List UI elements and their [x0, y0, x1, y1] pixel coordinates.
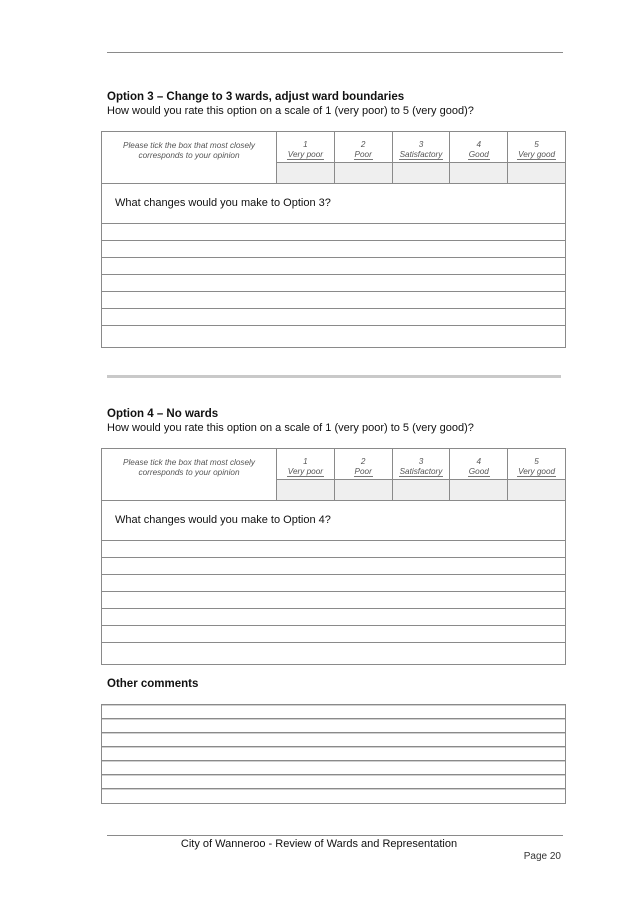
option3-tick-box-2[interactable]: [335, 162, 392, 183]
answer-line[interactable]: [102, 747, 565, 761]
section-divider: [107, 375, 561, 378]
option4-rating-5: 5 Very good: [507, 449, 565, 500]
option3-title: Option 3 – Change to 3 wards, adjust ward boundaries: [107, 91, 405, 103]
option4-rating-row: [102, 449, 565, 501]
rating-instruction: Please tick the box that most closely corresponds to your opinion: [123, 141, 255, 160]
page-number: Page 20: [523, 851, 561, 862]
answer-line[interactable]: [102, 705, 565, 719]
answer-line[interactable]: [102, 326, 565, 343]
option4-tick-box-1[interactable]: [277, 479, 334, 500]
option3-rating-4: 4 Good: [449, 132, 507, 183]
answer-line[interactable]: [102, 575, 565, 592]
option4-rating-2: 2 Poor: [334, 449, 392, 500]
option3-rating-2: 2 Poor: [334, 132, 392, 183]
option4-form: [101, 448, 566, 665]
answer-line[interactable]: [102, 733, 565, 747]
answer-line[interactable]: [102, 719, 565, 733]
option3-rating-3: 3 Satisfactory: [392, 132, 450, 183]
option4-title: Option 4 – No wards: [107, 408, 219, 420]
option3-rating-5: 5 Very good: [507, 132, 565, 183]
option4-heading: [107, 407, 567, 435]
other-comments-answer[interactable]: [101, 704, 566, 804]
answer-line[interactable]: [102, 775, 565, 789]
option4-tick-box-2[interactable]: [335, 479, 392, 500]
answer-line[interactable]: [102, 275, 565, 292]
option3-rating-1: 1 Very poor: [276, 132, 334, 183]
rating-instruction: Please tick the box that most closely corresponds to your opinion: [123, 458, 255, 477]
option4-tick-box-3[interactable]: [393, 479, 450, 500]
option3-tick-box-5[interactable]: [508, 162, 565, 183]
option4-rating-4: 4 Good: [449, 449, 507, 500]
answer-line[interactable]: [102, 258, 565, 275]
option3-rating-row: [102, 132, 565, 184]
answer-line[interactable]: [102, 626, 565, 643]
answer-line[interactable]: [102, 292, 565, 309]
option3-tick-box-3[interactable]: [393, 162, 450, 183]
option4-question: How would you rate this option on a scale of 1 (very poor) to 5 (very good)?: [107, 422, 474, 434]
option3-question: How would you rate this option on a scale of 1 (very poor) to 5 (very good)?: [107, 105, 474, 117]
answer-line[interactable]: [102, 241, 565, 258]
option4-tick-box-5[interactable]: [508, 479, 565, 500]
option4-rating-3: 3 Satisfactory: [392, 449, 450, 500]
option3-form: [101, 131, 566, 348]
answer-line[interactable]: [102, 541, 565, 558]
option3-changes-answer[interactable]: [102, 224, 565, 343]
answer-line[interactable]: [102, 224, 565, 241]
top-divider: [107, 52, 563, 53]
answer-line[interactable]: [102, 789, 565, 803]
answer-line[interactable]: [102, 761, 565, 775]
answer-line[interactable]: [102, 592, 565, 609]
option3-changes-prompt: What changes would you make to Option 3?: [102, 184, 565, 224]
option3-tick-box-1[interactable]: [277, 162, 334, 183]
option4-changes-answer[interactable]: [102, 541, 565, 660]
option4-rating-1: 1 Very poor: [276, 449, 334, 500]
answer-line[interactable]: [102, 558, 565, 575]
option4-tick-box-4[interactable]: [450, 479, 507, 500]
footer-title: City of Wanneroo - Review of Wards and Representation: [180, 838, 458, 850]
answer-line[interactable]: [102, 609, 565, 626]
other-comments-title: Other comments: [107, 678, 199, 690]
option3-tick-box-4[interactable]: [450, 162, 507, 183]
option3-heading: [107, 90, 567, 118]
option4-changes-prompt: What changes would you make to Option 4?: [102, 501, 565, 541]
footer-divider: [107, 835, 563, 836]
answer-line[interactable]: [102, 309, 565, 326]
answer-line[interactable]: [102, 643, 565, 660]
